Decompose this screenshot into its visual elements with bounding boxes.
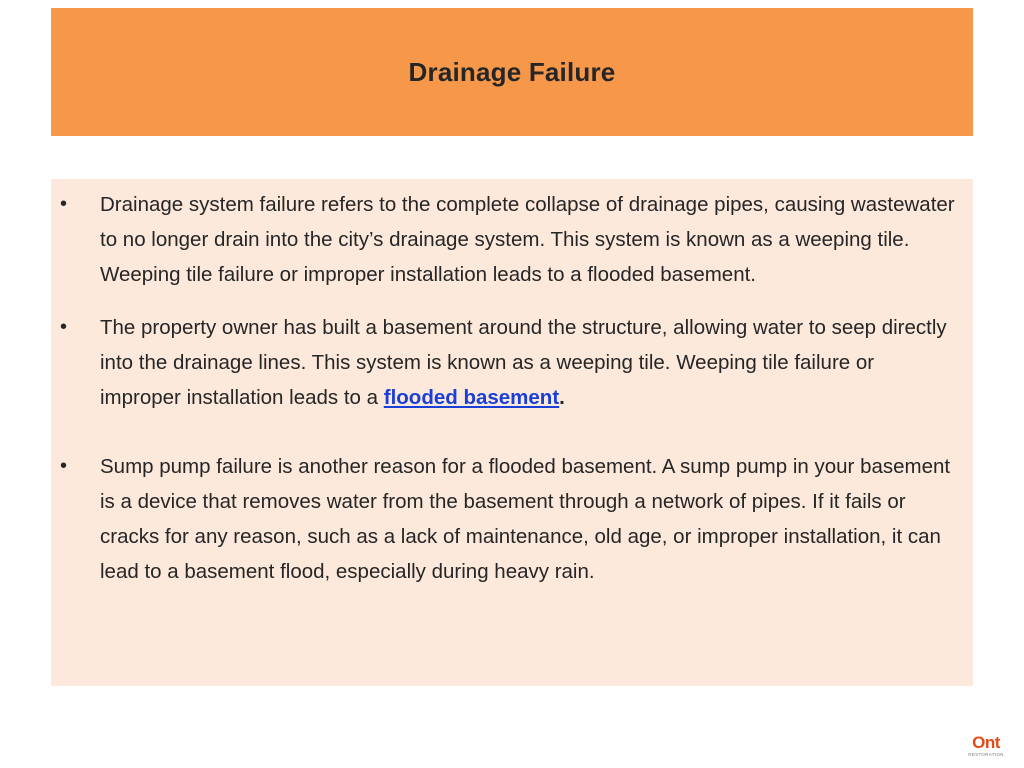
slide-title: Drainage Failure xyxy=(408,56,616,87)
bullet-item-drainage-system xyxy=(51,187,959,292)
bullet-dot-icon: • xyxy=(60,455,68,477)
bullet-item-sump-pump xyxy=(51,449,959,589)
bullet-dot-icon: • xyxy=(60,316,68,338)
content-panel xyxy=(51,179,973,686)
logo-subtext: RESTORATION xyxy=(968,752,1004,757)
bullet-text: Sump pump failure is another reason for a flooded basement. A sump pump in your basement is a device that removes water from the basement through a network of pipes. If it fails or cracks for any reason, such as a lack of maintenance, old age, or improper installation, it can lead to a basement flood, especially during heavy rain. xyxy=(100,455,951,583)
bullet-item-property-owner xyxy=(51,310,959,415)
ont-restoration-logo xyxy=(962,734,1010,760)
title-banner xyxy=(51,8,973,136)
flooded-basement-link[interactable]: flooded basement xyxy=(383,386,560,409)
bullet-dot-icon: • xyxy=(60,193,68,215)
bullet-text-end: . xyxy=(559,386,565,409)
bullet-list xyxy=(51,187,959,589)
bullet-text: The property owner has built a basement around the structure, allowing water to seep directly into the drainage lines. This system is known as a weeping tile. Weeping tile failure or improper installation leads to a xyxy=(100,316,947,409)
logo-word: Ont xyxy=(972,733,1000,752)
bullet-text: Drainage system failure refers to the complete collapse of drainage pipes, causing wastewater to no longer drain into the city’s drainage system. This system is known as a weeping tile. Weeping tile failure or improper installation leads to a flooded basement. xyxy=(100,193,955,286)
